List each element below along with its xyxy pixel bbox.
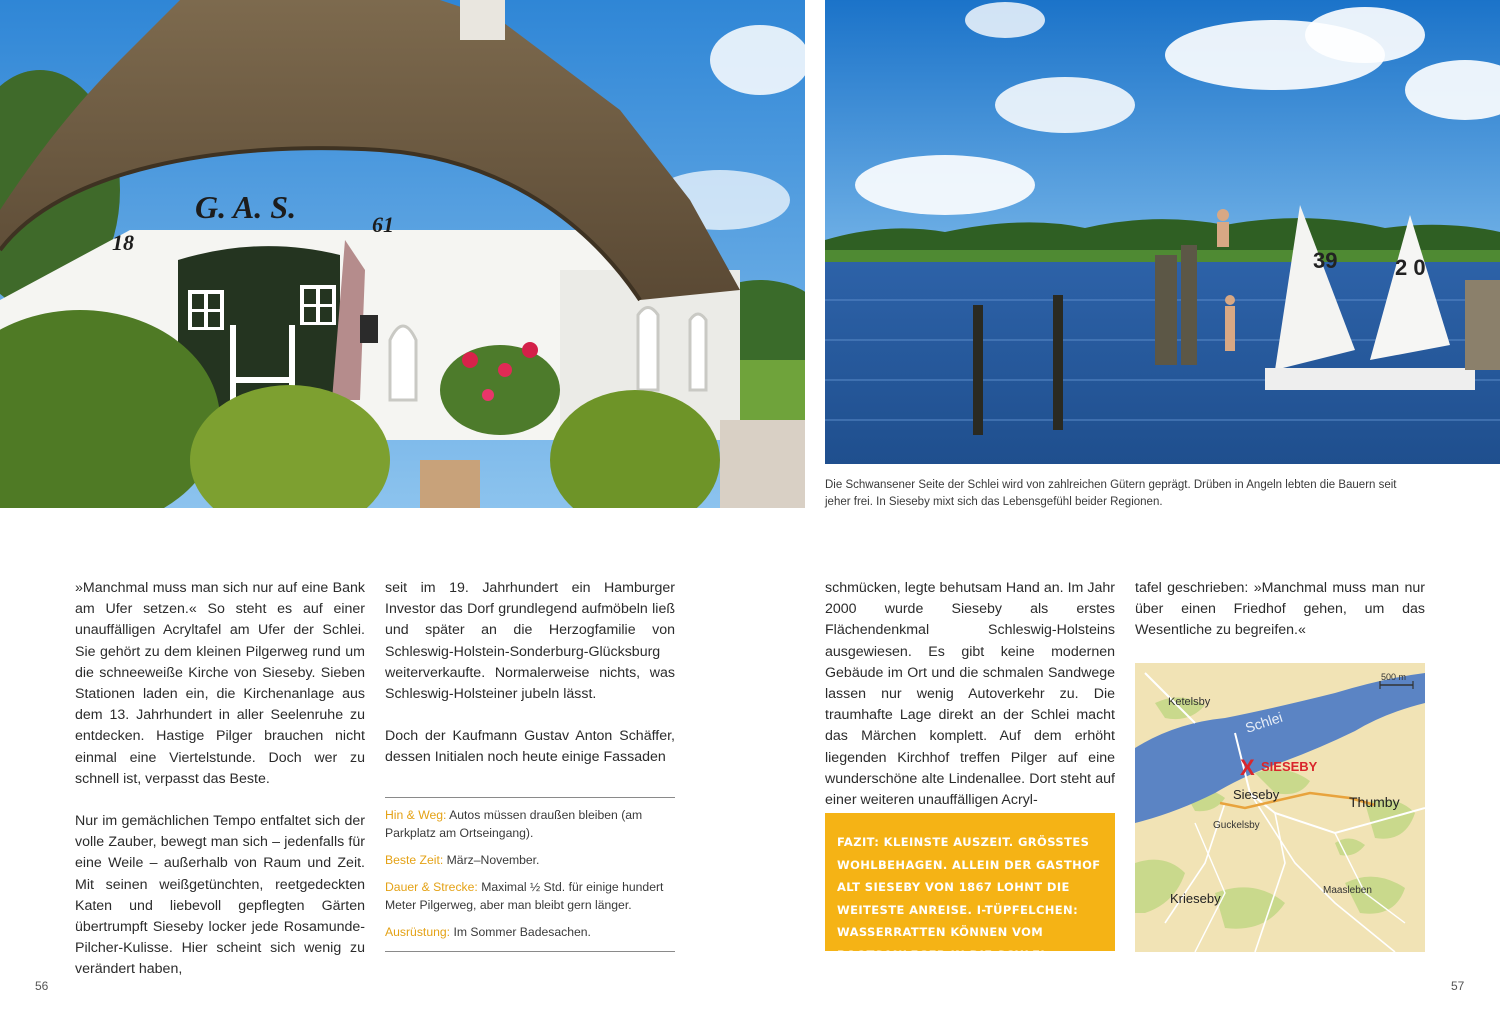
info-label: Ausrüstung: [385, 925, 451, 939]
info-label: Hin & Weg: [385, 808, 447, 822]
map-place-sieseby: Sieseby [1233, 787, 1280, 802]
page-number-left: 56 [35, 979, 49, 993]
text-column-3 [825, 578, 1115, 811]
info-row-dauer-strecke [385, 878, 675, 914]
info-row-ausruestung [385, 923, 675, 941]
paragraph: Nur im gemächlichen Tempo entfaltet sich der volle Zauber, bewegt man sich – jedenfalls für eine Weile – außerhalb von Raum und Zeit. Mit seinen weißgetünchten, reetgedeckten Katen und liebevoll gepflegten Gärten übertrumpft Sieseby locker jede Rosamunde-Pilcher-Kulisse. Hier scheint sich wenig zu verändert haben, [75, 813, 365, 978]
map-water-schlei: Schlei [1243, 708, 1285, 736]
paragraph: schmücken, legte behutsam Hand an. Im Jahr 2000 wurde Sieseby als erstes Flächendenkmal Schleswig-Holsteins ausgewiesen. Es gibt keine modernen Gebäude im Ort und die schmalen Sandwege lassen nur wenig Autoverkehr zu. Die traumhafte Lage direkt an der Schlei macht das Märchen komplett. Auf dem erhöht liegenden Kirchhof treffen Pilger auf eine wunderschöne alte Lindenallee. Dort steht auf einer weiteren unauffälligen Acryl- [825, 580, 1115, 809]
photo-caption: Die Schwansener Seite der Schlei wird von zahlreichen Gütern geprägt. Drüben in Angeln lebten die Bauern seit jeher frei. In Sieseby mixt sich das Lebensgefühl beider Regionen. [825, 479, 1397, 508]
map-place-ketelsby: Ketelsby [1168, 696, 1211, 708]
map-place-guckelsby: Guckelsby [1213, 820, 1260, 831]
info-text: Maximal ½ Std. für einige hundert Meter Pilgerweg, aber man bleibt gern länger. [385, 880, 664, 912]
text-column-4 [1135, 578, 1425, 642]
info-row-hin-weg [385, 806, 675, 842]
info-row-beste-zeit [385, 851, 675, 869]
map-place-thumby: Thumby [1349, 794, 1400, 810]
map-place-maasleben: Maasleben [1323, 885, 1372, 896]
house-initials: G. A. S. [195, 189, 297, 225]
paragraph: seit im 19. Jahrhundert ein Hamburger Investor das Dorf grundlegend aufmöbeln ließ und später an die Herzogfamilie von Schleswig-Holstein-Sonderburg-Glücksburg weiterverkaufte. Normalerweise nichts, was Schleswig-Holsteiner jubeln lässt. [385, 580, 675, 703]
paragraph: tafel geschrieben: »Manchmal muss man nur über einen Friedhof gehen, um das Wesentliche zu begreifen.« [1135, 580, 1425, 639]
photo-schlei-sailboats [825, 0, 1500, 464]
info-box [385, 797, 675, 952]
paragraph: »Manchmal muss man sich nur auf eine Bank am Ufer setzen.« So steht es auf einer unauffälligen Acryltafel am Ufer der Schlei. Sie gehört zu dem kleinen Pilgerweg rund um die schneeweiße Kirche von Sieseby. Sieben Stationen laden ein, die Kirchenanlage aus dem 13. Jahrhundert in aller Seelenruhe zu entdecken. Hastige Pilger brauchen nicht einmal eine Viertelstunde. Doch wer zu schnell ist, verpasst das Beste. [75, 580, 365, 787]
photo-thatched-house [0, 0, 805, 508]
map-place-krieseby: Krieseby [1170, 891, 1221, 906]
fazit-box: FAZIT: KLEINSTE AUSZEIT. GRÖSSTES WOHLBEHAGEN. ALLEIN DER GASTHOF ALT SIESEBY VON 1867 LOHNT DIE WEITESTE ANREISE. I-TÜPFELCHEN: WASSERRATTEN KÖNNEN VOM BOOTSANLEGER IN DIE SCHLEI HÜPFEN. [825, 813, 1115, 951]
text-column-1 [75, 578, 365, 981]
info-label: Beste Zeit: [385, 853, 444, 867]
info-label: Dauer & Strecke: [385, 880, 478, 894]
page-number-right: 57 [1451, 979, 1465, 993]
sieseby-map [1135, 663, 1425, 952]
map-place-sieseby-marked: SIESEBY [1261, 759, 1318, 774]
map-marker-x: X [1240, 755, 1255, 780]
info-text: Autos müssen draußen bleiben (am Parkplatz am Ortseingang). [385, 808, 643, 840]
info-text: März–November. [446, 853, 540, 867]
house-year-left: 18 [112, 230, 134, 255]
boat-number-1: 39 [1313, 248, 1338, 273]
map-scale-label: 500 m [1381, 672, 1407, 682]
info-text: Im Sommer Badesachen. [453, 925, 591, 939]
house-year-right: 61 [372, 212, 394, 237]
paragraph: Doch der Kaufmann Gustav Anton Schäffer, dessen Initialen noch heute einige Fassaden [385, 728, 675, 766]
text-column-2 [385, 578, 675, 769]
boat-number-2: 2 0 [1395, 255, 1426, 280]
